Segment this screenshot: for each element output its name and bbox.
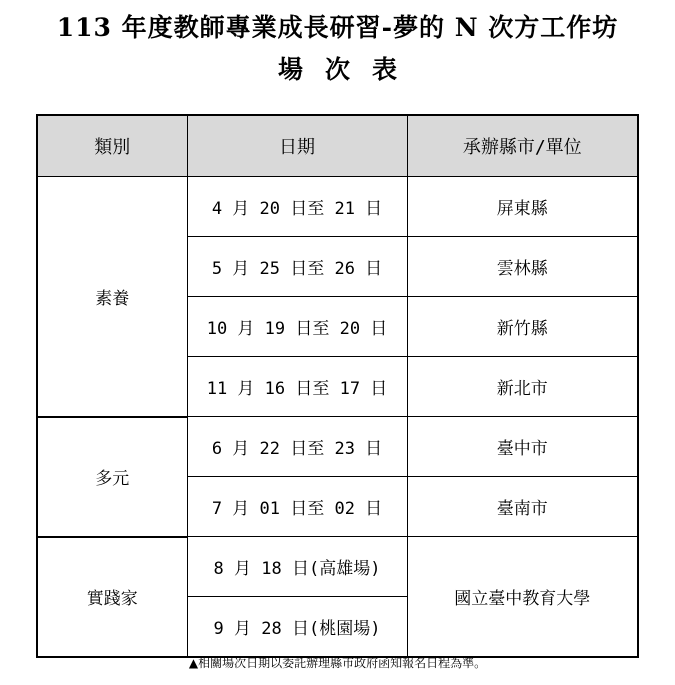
host-cell: 臺中市 <box>407 417 638 477</box>
table-row <box>37 177 638 237</box>
host-cell: 雲林縣 <box>407 237 638 297</box>
table-row <box>37 417 638 477</box>
category-cell: 多元 <box>37 417 187 537</box>
document-subtitle: 場次表 <box>277 55 419 84</box>
header-host: 承辦縣市/單位 <box>407 115 638 177</box>
host-cell: 臺南市 <box>407 477 638 537</box>
date-cell: 7 月 01 日至 02 日 <box>187 477 407 537</box>
footnote: ▲相關場次日期以委託辦理縣市政府函知報名日程為準。 <box>188 656 487 670</box>
date-cell: 8 月 18 日(高雄場) <box>187 537 407 597</box>
table-header-row <box>37 115 638 177</box>
table-row <box>37 537 638 597</box>
host-cell: 國立臺中教育大學 <box>407 537 638 658</box>
date-cell: 11 月 16 日至 17 日 <box>187 357 407 417</box>
date-cell: 6 月 22 日至 23 日 <box>187 417 407 477</box>
document-title: 113 年度教師專業成長研習-夢的 N 次方工作坊 <box>56 13 619 42</box>
category-cell: 實踐家 <box>37 537 187 658</box>
date-cell: 5 月 25 日至 26 日 <box>187 237 407 297</box>
category-cell: 素養 <box>37 177 187 417</box>
header-category: 類別 <box>37 115 187 177</box>
host-cell: 屏東縣 <box>407 177 638 237</box>
host-cell: 新竹縣 <box>407 297 638 357</box>
host-cell: 新北市 <box>407 357 638 417</box>
date-cell: 10 月 19 日至 20 日 <box>187 297 407 357</box>
schedule-table <box>36 114 639 658</box>
header-date: 日期 <box>187 115 407 177</box>
date-cell: 4 月 20 日至 21 日 <box>187 177 407 237</box>
date-cell: 9 月 28 日(桃園場) <box>187 597 407 658</box>
